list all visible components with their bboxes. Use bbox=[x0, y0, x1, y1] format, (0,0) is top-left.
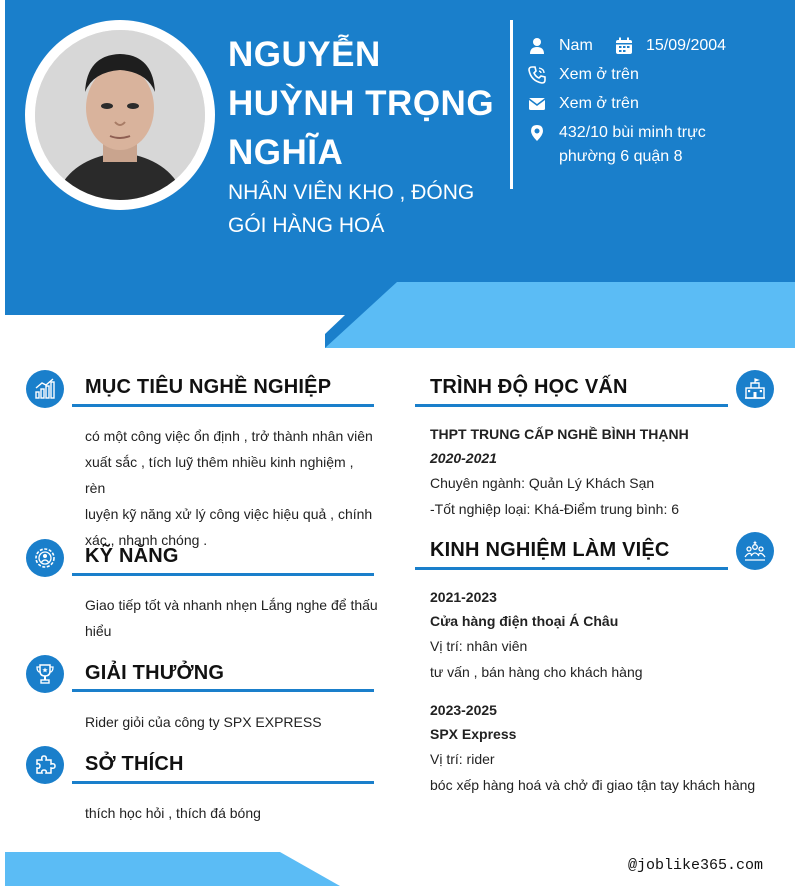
objective-line: xuất sắc , tích luỹ thêm nhiều kinh nghiệm , rèn bbox=[85, 454, 354, 496]
portrait-photo bbox=[35, 30, 205, 200]
puzzle-icon bbox=[33, 753, 57, 777]
school-icon bbox=[743, 377, 767, 401]
job-period: 2021-2023 bbox=[430, 589, 497, 605]
objective-text bbox=[85, 423, 375, 553]
objective-title: MỤC TIÊU NGHỀ NGHIỆP bbox=[85, 376, 332, 398]
experience-underline bbox=[415, 567, 728, 570]
hobbies-line: thích học hỏi , thích đá bóng bbox=[85, 805, 261, 821]
hobbies-section-icon bbox=[26, 746, 64, 784]
education-details bbox=[430, 422, 770, 522]
skills-text bbox=[85, 592, 380, 644]
objective-line: có một công việc ổn định , trở thành nhân viên bbox=[85, 428, 373, 444]
contact-gender bbox=[528, 34, 593, 58]
avatar bbox=[35, 30, 205, 200]
awards-section-icon bbox=[26, 655, 64, 693]
header-divider bbox=[510, 20, 513, 189]
job-title-line: NHÂN VIÊN KHO , ĐÓNG bbox=[228, 181, 475, 204]
footer-site: @joblike365.com bbox=[628, 857, 764, 874]
name-line: NGHĨA bbox=[228, 133, 344, 172]
education-grade: -Tốt nghiệp loại: Khá-Điểm trung bình: 6 bbox=[430, 501, 680, 517]
education-section-icon bbox=[736, 370, 774, 408]
skills-underline bbox=[72, 573, 374, 576]
team-icon bbox=[743, 539, 767, 563]
contact-address bbox=[528, 121, 728, 169]
education-major: Chuyên ngành: Quản Lý Khách Sạn bbox=[430, 475, 655, 491]
contact-email bbox=[528, 92, 639, 116]
user-icon bbox=[528, 37, 546, 55]
avatar-frame bbox=[25, 20, 215, 210]
awards-text bbox=[85, 709, 375, 735]
footer-decoration bbox=[5, 852, 340, 886]
address-value bbox=[559, 121, 706, 169]
envelope-icon bbox=[528, 95, 546, 113]
awards-underline bbox=[72, 689, 374, 692]
job-title bbox=[228, 176, 488, 242]
job-period: 2023-2025 bbox=[430, 702, 497, 718]
calendar-icon bbox=[615, 37, 633, 55]
cv-header bbox=[5, 0, 795, 348]
objective-line: xác , nhanh chóng . bbox=[85, 532, 208, 548]
objective-underline bbox=[72, 404, 374, 407]
job-position: Vị trí: rider bbox=[430, 751, 495, 767]
awards-line: Rider giỏi của công ty SPX EXPRESS bbox=[85, 714, 322, 730]
growth-chart-icon bbox=[33, 377, 57, 401]
job-description: tư vấn , bán hàng cho khách hàng bbox=[430, 664, 643, 680]
hobbies-underline bbox=[72, 781, 374, 784]
contact-phone bbox=[528, 63, 639, 87]
hobbies-title: SỞ THÍCH bbox=[85, 753, 184, 775]
address-line: phường 6 quận 8 bbox=[559, 148, 683, 165]
phone-value: Xem ở trên bbox=[559, 66, 639, 83]
name-line: NGUYỄN bbox=[228, 35, 381, 74]
experience-section-icon bbox=[736, 532, 774, 570]
skills-title: KỸ NĂNG bbox=[85, 545, 179, 567]
gear-user-icon bbox=[33, 546, 57, 570]
gender-value: Nam bbox=[559, 37, 593, 54]
objective-line: luyện kỹ năng xử lý công việc hiệu quả , chính bbox=[85, 506, 373, 522]
trophy-icon bbox=[33, 662, 57, 686]
awards-title: GIẢI THƯỞNG bbox=[85, 662, 225, 684]
objective-section-icon bbox=[26, 370, 64, 408]
skills-section-icon bbox=[26, 539, 64, 577]
skills-line: hiểu bbox=[85, 623, 112, 639]
experience-job bbox=[430, 698, 775, 798]
name-line: HUỲNH TRỌNG bbox=[228, 84, 495, 123]
education-school: THPT TRUNG CẤP NGHỀ BÌNH THẠNH bbox=[430, 426, 689, 442]
email-value: Xem ở trên bbox=[559, 95, 639, 112]
job-description: bóc xếp hàng hoá và chở đi giao tận tay khách hàng bbox=[430, 777, 756, 793]
education-title: TRÌNH ĐỘ HỌC VẤN bbox=[430, 376, 628, 398]
experience-job bbox=[430, 585, 775, 685]
address-line: 432/10 bùi minh trực bbox=[559, 124, 706, 141]
dob-value: 15/09/2004 bbox=[646, 37, 727, 54]
experience-title: KINH NGHIỆM LÀM VIỆC bbox=[430, 539, 670, 561]
education-underline bbox=[415, 404, 728, 407]
location-pin-icon bbox=[528, 124, 546, 142]
contact-dob bbox=[615, 34, 726, 58]
job-title-line: GÓI HÀNG HOÁ bbox=[228, 214, 385, 237]
phone-icon bbox=[528, 66, 546, 84]
job-position: Vị trí: nhân viên bbox=[430, 638, 528, 654]
hobbies-text bbox=[85, 800, 375, 826]
education-period: 2020-2021 bbox=[430, 450, 497, 466]
job-company: SPX Express bbox=[430, 726, 517, 742]
candidate-name bbox=[228, 30, 498, 177]
job-company: Cửa hàng điện thoại Á Châu bbox=[430, 613, 619, 629]
skills-line: Giao tiếp tốt và nhanh nhẹn Lắng nghe để thấu bbox=[85, 597, 378, 613]
